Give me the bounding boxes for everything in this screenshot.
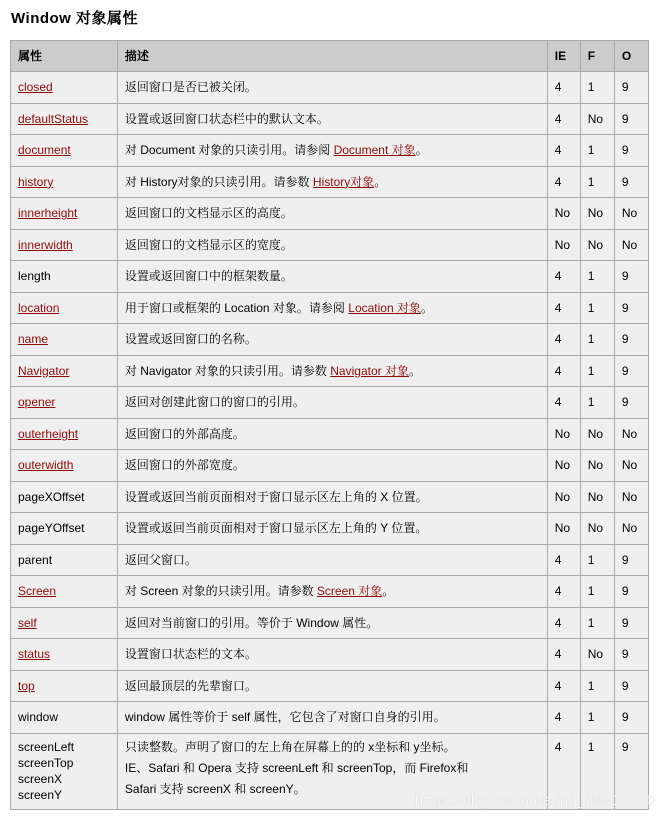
description-cell [117, 387, 547, 419]
description-text: 设置或返回当前页面相对于窗口显示区左上角的 Y 位置。 [124, 521, 428, 536]
support-ie-cell: 4 [547, 166, 580, 198]
property-link[interactable]: name [18, 332, 49, 347]
support-f-cell: 1 [580, 324, 614, 356]
property-link[interactable]: opener [18, 395, 56, 410]
property-link[interactable]: history [18, 174, 54, 189]
property-name: pageYOffset [18, 521, 85, 536]
support-ie-cell: 4 [547, 135, 580, 167]
property-name: screenLeft [18, 739, 75, 754]
property-link[interactable]: innerwidth [18, 237, 73, 252]
support-f-cell: 1 [580, 670, 614, 702]
support-ie-cell: No [547, 198, 580, 230]
table-row [11, 198, 649, 230]
description-cell [117, 670, 547, 702]
support-f-cell: No [580, 450, 614, 482]
table-row [11, 639, 649, 671]
property-link[interactable]: document [18, 143, 71, 158]
support-o-cell: 9 [614, 261, 648, 293]
support-o-cell: No [614, 198, 648, 230]
support-ie-cell: No [547, 418, 580, 450]
table-row [11, 450, 649, 482]
support-ie-cell: 4 [547, 292, 580, 324]
support-o-cell: 9 [614, 607, 648, 639]
description-tail: 。 [415, 143, 428, 158]
support-o-cell: No [614, 481, 648, 513]
property-cell [11, 544, 118, 576]
support-ie-cell: 4 [547, 261, 580, 293]
property-cell [11, 576, 118, 608]
description-cell [117, 261, 547, 293]
support-f-cell: No [580, 229, 614, 261]
support-f-cell: 1 [580, 544, 614, 576]
support-f-cell: No [580, 103, 614, 135]
support-o-cell: 9 [614, 324, 648, 356]
description-text: 返回对当前窗口的引用。等价于 Window 属性。 [124, 615, 379, 630]
table-row [11, 292, 649, 324]
support-f-cell: No [580, 513, 614, 545]
support-o-cell: No [614, 450, 648, 482]
description-tail: 。 [374, 174, 387, 189]
property-name: screenY [18, 787, 63, 802]
property-name: window [18, 710, 59, 725]
support-o-cell: No [614, 418, 648, 450]
support-o-cell: No [614, 229, 648, 261]
property-cell [11, 450, 118, 482]
property-cell [11, 103, 118, 135]
property-link[interactable]: outerwidth [18, 458, 74, 473]
support-f-cell: No [580, 198, 614, 230]
description-text: 返回窗口的外部高度。 [124, 426, 245, 441]
support-ie-cell: No [547, 229, 580, 261]
header-opera: O [614, 41, 648, 72]
support-ie-cell: 4 [547, 72, 580, 104]
table-row [11, 544, 649, 576]
support-f-cell: 1 [580, 387, 614, 419]
property-cell [11, 639, 118, 671]
property-cell [11, 418, 118, 450]
description-cell [117, 733, 547, 809]
property-name: screenTop [18, 755, 74, 770]
property-cell [11, 607, 118, 639]
support-o-cell: 9 [614, 639, 648, 671]
watermark: https://blog.csdn.net/qq_40810710 [414, 792, 655, 809]
support-o-cell: 9 [614, 387, 648, 419]
description-cell [117, 103, 547, 135]
support-ie-cell: 4 [547, 576, 580, 608]
table-row [11, 355, 649, 387]
window-properties-table [10, 40, 649, 810]
reference-link[interactable]: Screen 对象 [316, 584, 383, 599]
property-cell [11, 733, 118, 809]
support-f-cell: 1 [580, 135, 614, 167]
property-cell [11, 72, 118, 104]
support-f-cell: 1 [580, 576, 614, 608]
reference-link[interactable]: Location 对象 [348, 300, 421, 315]
description-line: IE、Safari 和 Opera 支持 screenLeft 和 screenTop，而 Firefox和 [124, 760, 469, 775]
property-cell [11, 387, 118, 419]
description-text: 对 History对象的只读引用。请参数 [124, 174, 313, 189]
support-ie-cell: 4 [547, 355, 580, 387]
support-o-cell: 9 [614, 292, 648, 324]
description-cell [117, 355, 547, 387]
support-ie-cell: 4 [547, 670, 580, 702]
table-row [11, 702, 649, 734]
support-f-cell: 1 [580, 72, 614, 104]
description-cell [117, 135, 547, 167]
page-title: Window 对象属性 [11, 10, 139, 27]
property-link[interactable]: outerheight [18, 426, 79, 441]
header-firefox: F [580, 41, 614, 72]
table-row [11, 418, 649, 450]
description-text: 设置或返回窗口状态栏中的默认文本。 [124, 111, 329, 126]
description-text: 返回窗口是否已被关闭。 [124, 80, 257, 95]
support-ie-cell: 4 [547, 607, 580, 639]
support-f-cell: No [580, 418, 614, 450]
support-ie-cell: 4 [547, 733, 580, 809]
table-row [11, 513, 649, 545]
support-o-cell: 9 [614, 670, 648, 702]
property-link[interactable]: Screen [18, 584, 57, 599]
support-f-cell: 1 [580, 733, 614, 809]
description-cell [117, 229, 547, 261]
property-cell [11, 198, 118, 230]
support-ie-cell: 4 [547, 702, 580, 734]
support-ie-cell: 4 [547, 324, 580, 356]
description-text: 返回父窗口。 [124, 552, 197, 567]
description-text: 设置窗口状态栏的文本。 [124, 647, 257, 662]
description-cell [117, 324, 547, 356]
description-tail: 。 [382, 584, 395, 599]
table-row [11, 387, 649, 419]
description-text: 对 Document 对象的只读引用。请参阅 [124, 143, 334, 158]
description-cell [117, 292, 547, 324]
support-ie-cell: No [547, 513, 580, 545]
support-o-cell: 9 [614, 355, 648, 387]
property-cell [11, 702, 118, 734]
property-link[interactable]: status [18, 647, 51, 662]
support-f-cell: 1 [580, 355, 614, 387]
support-f-cell: No [580, 481, 614, 513]
support-o-cell: 9 [614, 72, 648, 104]
description-cell [117, 607, 547, 639]
description-cell [117, 198, 547, 230]
support-ie-cell: 4 [547, 103, 580, 135]
support-f-cell: 1 [580, 702, 614, 734]
property-link[interactable]: innerheight [18, 206, 78, 221]
property-link[interactable]: closed [18, 80, 53, 95]
support-o-cell: 9 [614, 166, 648, 198]
support-f-cell: No [580, 639, 614, 671]
property-name: screenX [18, 771, 63, 786]
description-cell [117, 513, 547, 545]
description-cell [117, 576, 547, 608]
table-row [11, 607, 649, 639]
support-o-cell: 9 [614, 135, 648, 167]
support-ie-cell: 4 [547, 639, 580, 671]
table-row [11, 670, 649, 702]
property-cell [11, 261, 118, 293]
table-row [11, 261, 649, 293]
support-ie-cell: No [547, 450, 580, 482]
table-row [11, 733, 649, 809]
description-text: 对 Navigator 对象的只读引用。请参数 [124, 363, 331, 378]
description-tail: 。 [420, 300, 433, 315]
table-row [11, 166, 649, 198]
description-cell [117, 639, 547, 671]
table-row [11, 135, 649, 167]
property-cell [11, 355, 118, 387]
property-link[interactable]: top [18, 678, 35, 693]
property-cell [11, 481, 118, 513]
property-cell [11, 513, 118, 545]
description-text: 返回对创建此窗口的窗口的引用。 [124, 395, 305, 410]
property-link[interactable]: defaultStatus [18, 111, 89, 126]
property-cell [11, 166, 118, 198]
property-name: length [18, 269, 51, 284]
property-name: parent [18, 552, 53, 567]
support-f-cell: 1 [580, 166, 614, 198]
description-tail: 。 [408, 363, 421, 378]
description-text: 对 Screen 对象的只读引用。请参数 [124, 584, 317, 599]
description-text: 用于窗口或框架的 Location 对象。请参阅 [124, 300, 349, 315]
header-description: 描述 [117, 41, 547, 72]
header-ie: IE [547, 41, 580, 72]
reference-link[interactable]: History对象 [312, 174, 375, 189]
property-link[interactable]: Navigator [18, 363, 70, 378]
table-row [11, 576, 649, 608]
table-row [11, 229, 649, 261]
description-text: window 属性等价于 self 属性，它包含了对窗口自身的引用。 [124, 710, 446, 725]
description-cell [117, 166, 547, 198]
support-o-cell: 9 [614, 733, 648, 809]
support-o-cell: 9 [614, 702, 648, 734]
description-text: 返回最顶层的先辈窗口。 [124, 678, 257, 693]
description-cell [117, 450, 547, 482]
description-text: 设置或返回当前页面相对于窗口显示区左上角的 X 位置。 [124, 489, 428, 504]
support-f-cell: 1 [580, 607, 614, 639]
description-line: 只读整数。声明了窗口的左上角在屏幕上的的 x坐标和 y坐标。 [124, 739, 456, 754]
reference-link[interactable]: Document 对象 [333, 143, 416, 158]
property-cell [11, 229, 118, 261]
table-row [11, 103, 649, 135]
property-name: pageXOffset [18, 489, 85, 504]
support-o-cell: No [614, 513, 648, 545]
description-text: 返回窗口的外部宽度。 [124, 458, 245, 473]
description-line: Safari 支持 screenX 和 screenY。 [124, 781, 306, 796]
description-cell [117, 72, 547, 104]
support-f-cell: 1 [580, 292, 614, 324]
description-cell [117, 544, 547, 576]
property-cell [11, 292, 118, 324]
support-ie-cell: No [547, 481, 580, 513]
table-row [11, 481, 649, 513]
header-property: 属性 [11, 41, 118, 72]
property-cell [11, 324, 118, 356]
description-text: 设置或返回窗口的名称。 [124, 332, 257, 347]
support-o-cell: 9 [614, 544, 648, 576]
table-row [11, 72, 649, 104]
description-cell [117, 702, 547, 734]
support-o-cell: 9 [614, 103, 648, 135]
support-f-cell: 1 [580, 261, 614, 293]
description-cell [117, 481, 547, 513]
table-row [11, 324, 649, 356]
description-text: 设置或返回窗口中的框架数量。 [124, 269, 293, 284]
property-cell [11, 135, 118, 167]
description-text: 返回窗口的文档显示区的高度。 [124, 206, 293, 221]
description-text: 返回窗口的文档显示区的宽度。 [124, 237, 293, 252]
support-ie-cell: 4 [547, 544, 580, 576]
reference-link[interactable]: Navigator 对象 [330, 363, 409, 378]
description-cell [117, 418, 547, 450]
property-cell [11, 670, 118, 702]
support-ie-cell: 4 [547, 387, 580, 419]
property-link[interactable]: location [18, 300, 60, 315]
property-link[interactable]: self [18, 615, 37, 630]
table-header-row [11, 41, 649, 72]
support-o-cell: 9 [614, 576, 648, 608]
